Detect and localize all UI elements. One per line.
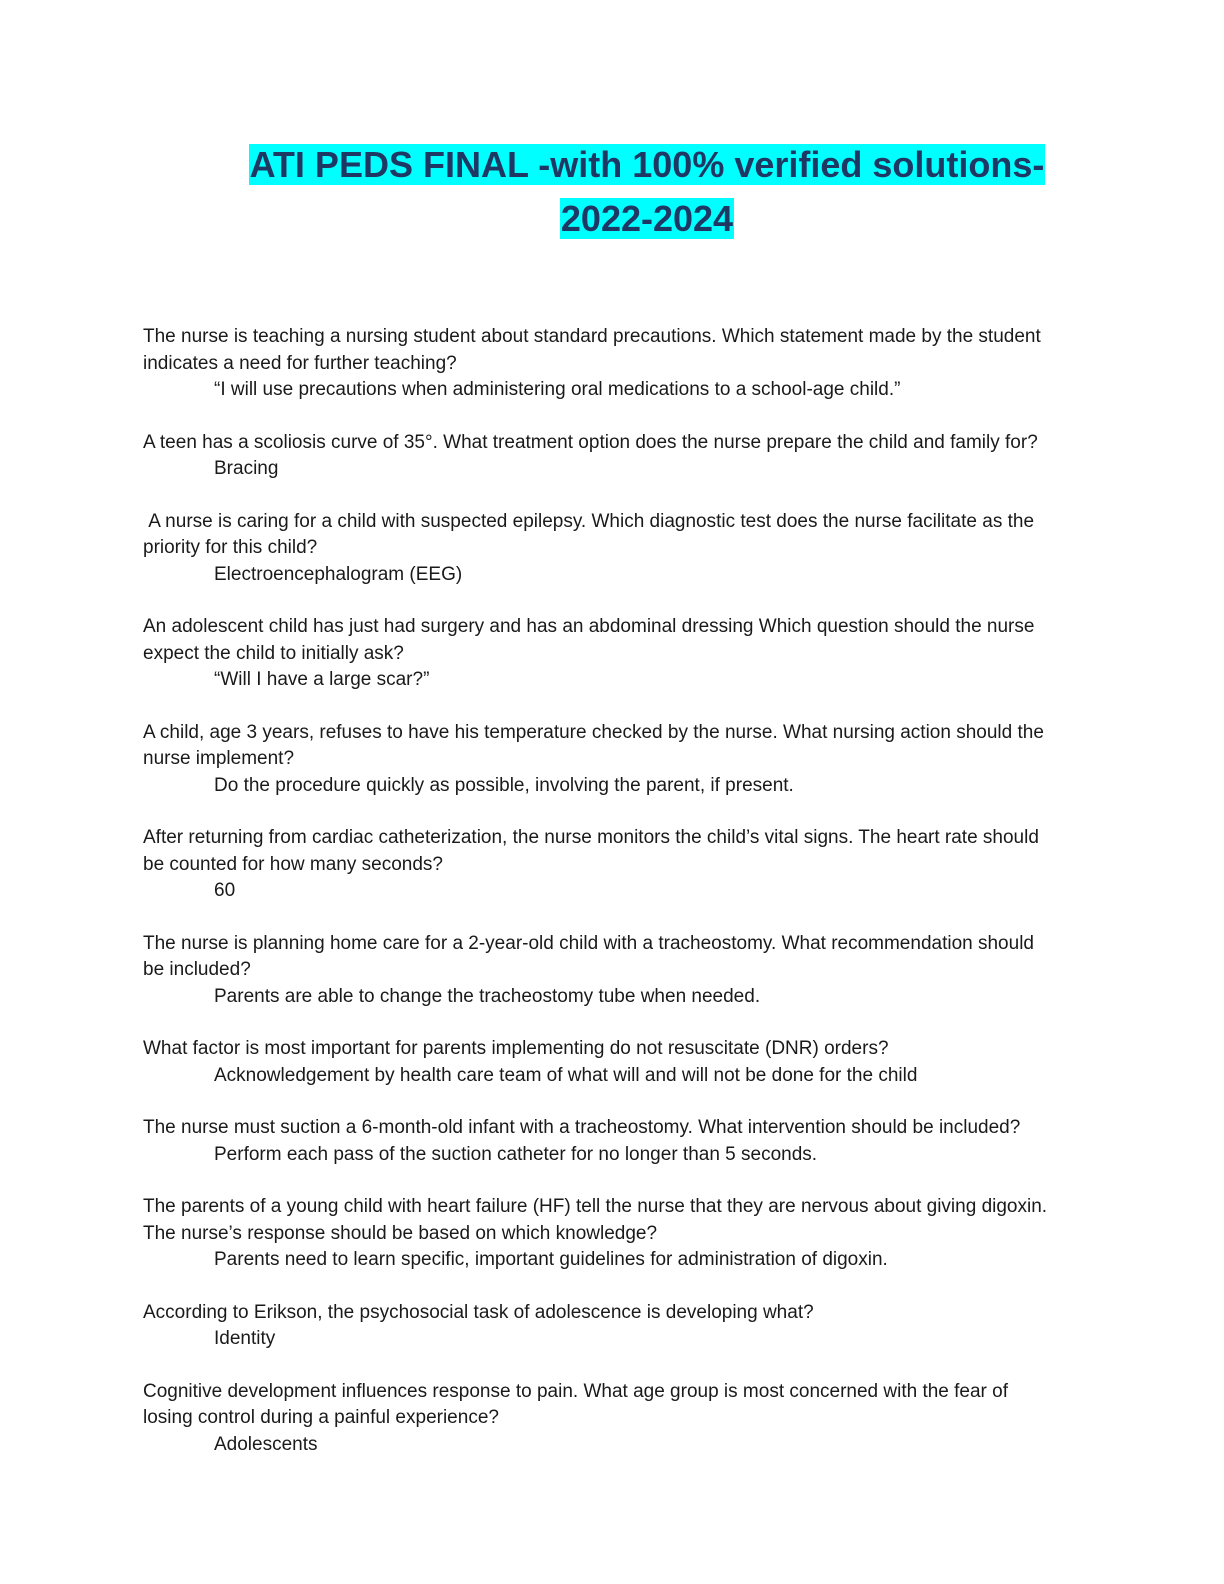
qa-list xyxy=(143,324,1053,1484)
qa-item xyxy=(143,324,1053,404)
qa-item xyxy=(143,509,1053,589)
answer-text: Acknowledgement by health care team of what will and will not be done for the child xyxy=(214,1064,918,1086)
title-line-2: 2022-2024 xyxy=(560,198,734,239)
qa-item xyxy=(143,1300,1053,1353)
question-text: The nurse is teaching a nursing student about standard precautions. Which statement made by the student indicates a need for further teaching? xyxy=(143,326,1041,374)
question-text: A nurse is caring for a child with suspected epilepsy. Which diagnostic test does the nurse facilitate as the priority for this child? xyxy=(143,510,1040,558)
answer-text: Perform each pass of the suction catheter for no longer than 5 seconds. xyxy=(214,1143,818,1165)
answer-text: Electroencephalogram (EEG) xyxy=(214,563,463,585)
question-text: An adolescent child has just had surgery and has an abdominal dressing Which question should the nurse expect the child to initially ask? xyxy=(143,616,1035,664)
question-text: The nurse must suction a 6-month-old infant with a tracheostomy. What intervention should be included? xyxy=(143,1117,1021,1138)
question-text: The nurse is planning home care for a 2-year-old child with a tracheostomy. What recommendation should be included? xyxy=(143,932,1034,980)
question-text: After returning from cardiac catheterization, the nurse monitors the child’s vital signs. The heart rate should be counted for how many seconds? xyxy=(143,827,1039,875)
qa-item xyxy=(143,614,1053,694)
answer-text: Bracing xyxy=(214,458,279,479)
qa-item xyxy=(143,825,1053,905)
qa-item xyxy=(143,430,1053,483)
qa-item xyxy=(143,1379,1053,1459)
answer-text: Parents need to learn specific, important guidelines for administration of digoxin. xyxy=(214,1249,888,1270)
answer-text: “I will use precautions when administering oral medications to a school-age child.” xyxy=(214,379,901,400)
qa-item xyxy=(143,1036,1053,1089)
question-text: What factor is most important for parents implementing do not resuscitate (DNR) orders? xyxy=(143,1038,889,1059)
answer-text: Do the procedure quickly as possible, involving the parent, if present. xyxy=(214,774,794,796)
qa-item xyxy=(143,720,1053,800)
qa-item xyxy=(143,1194,1053,1274)
answer-text: Identity xyxy=(214,1328,276,1349)
title-line-1: ATI PEDS FINAL -with 100% verified solutions- xyxy=(249,144,1045,185)
question-text: According to Erikson, the psychosocial task of adolescence is developing what? xyxy=(143,1301,814,1323)
answer-text: 60 xyxy=(214,880,236,901)
qa-item xyxy=(143,1115,1053,1168)
question-text: The parents of a young child with heart failure (HF) tell the nurse that they are nervous about giving digoxin. The nurse’s response should be based on which knowledge? xyxy=(143,1196,1048,1244)
question-text: Cognitive development influences response to pain. What age group is most concerned with the fear of losing control during a painful experience? xyxy=(143,1380,1009,1428)
answer-text: “Will I have a large scar?” xyxy=(214,669,430,690)
question-text: A teen has a scoliosis curve of 35°. What treatment option does the nurse prepare the child and family for? xyxy=(143,431,1038,453)
answer-text: Parents are able to change the tracheostomy tube when needed. xyxy=(214,985,761,1007)
document-title xyxy=(232,138,1062,246)
answer-text: Adolescents xyxy=(214,1433,318,1455)
question-text: A child, age 3 years, refuses to have his temperature checked by the nurse. What nursing action should the nurse implement? xyxy=(143,721,1044,769)
qa-item xyxy=(143,931,1053,1011)
